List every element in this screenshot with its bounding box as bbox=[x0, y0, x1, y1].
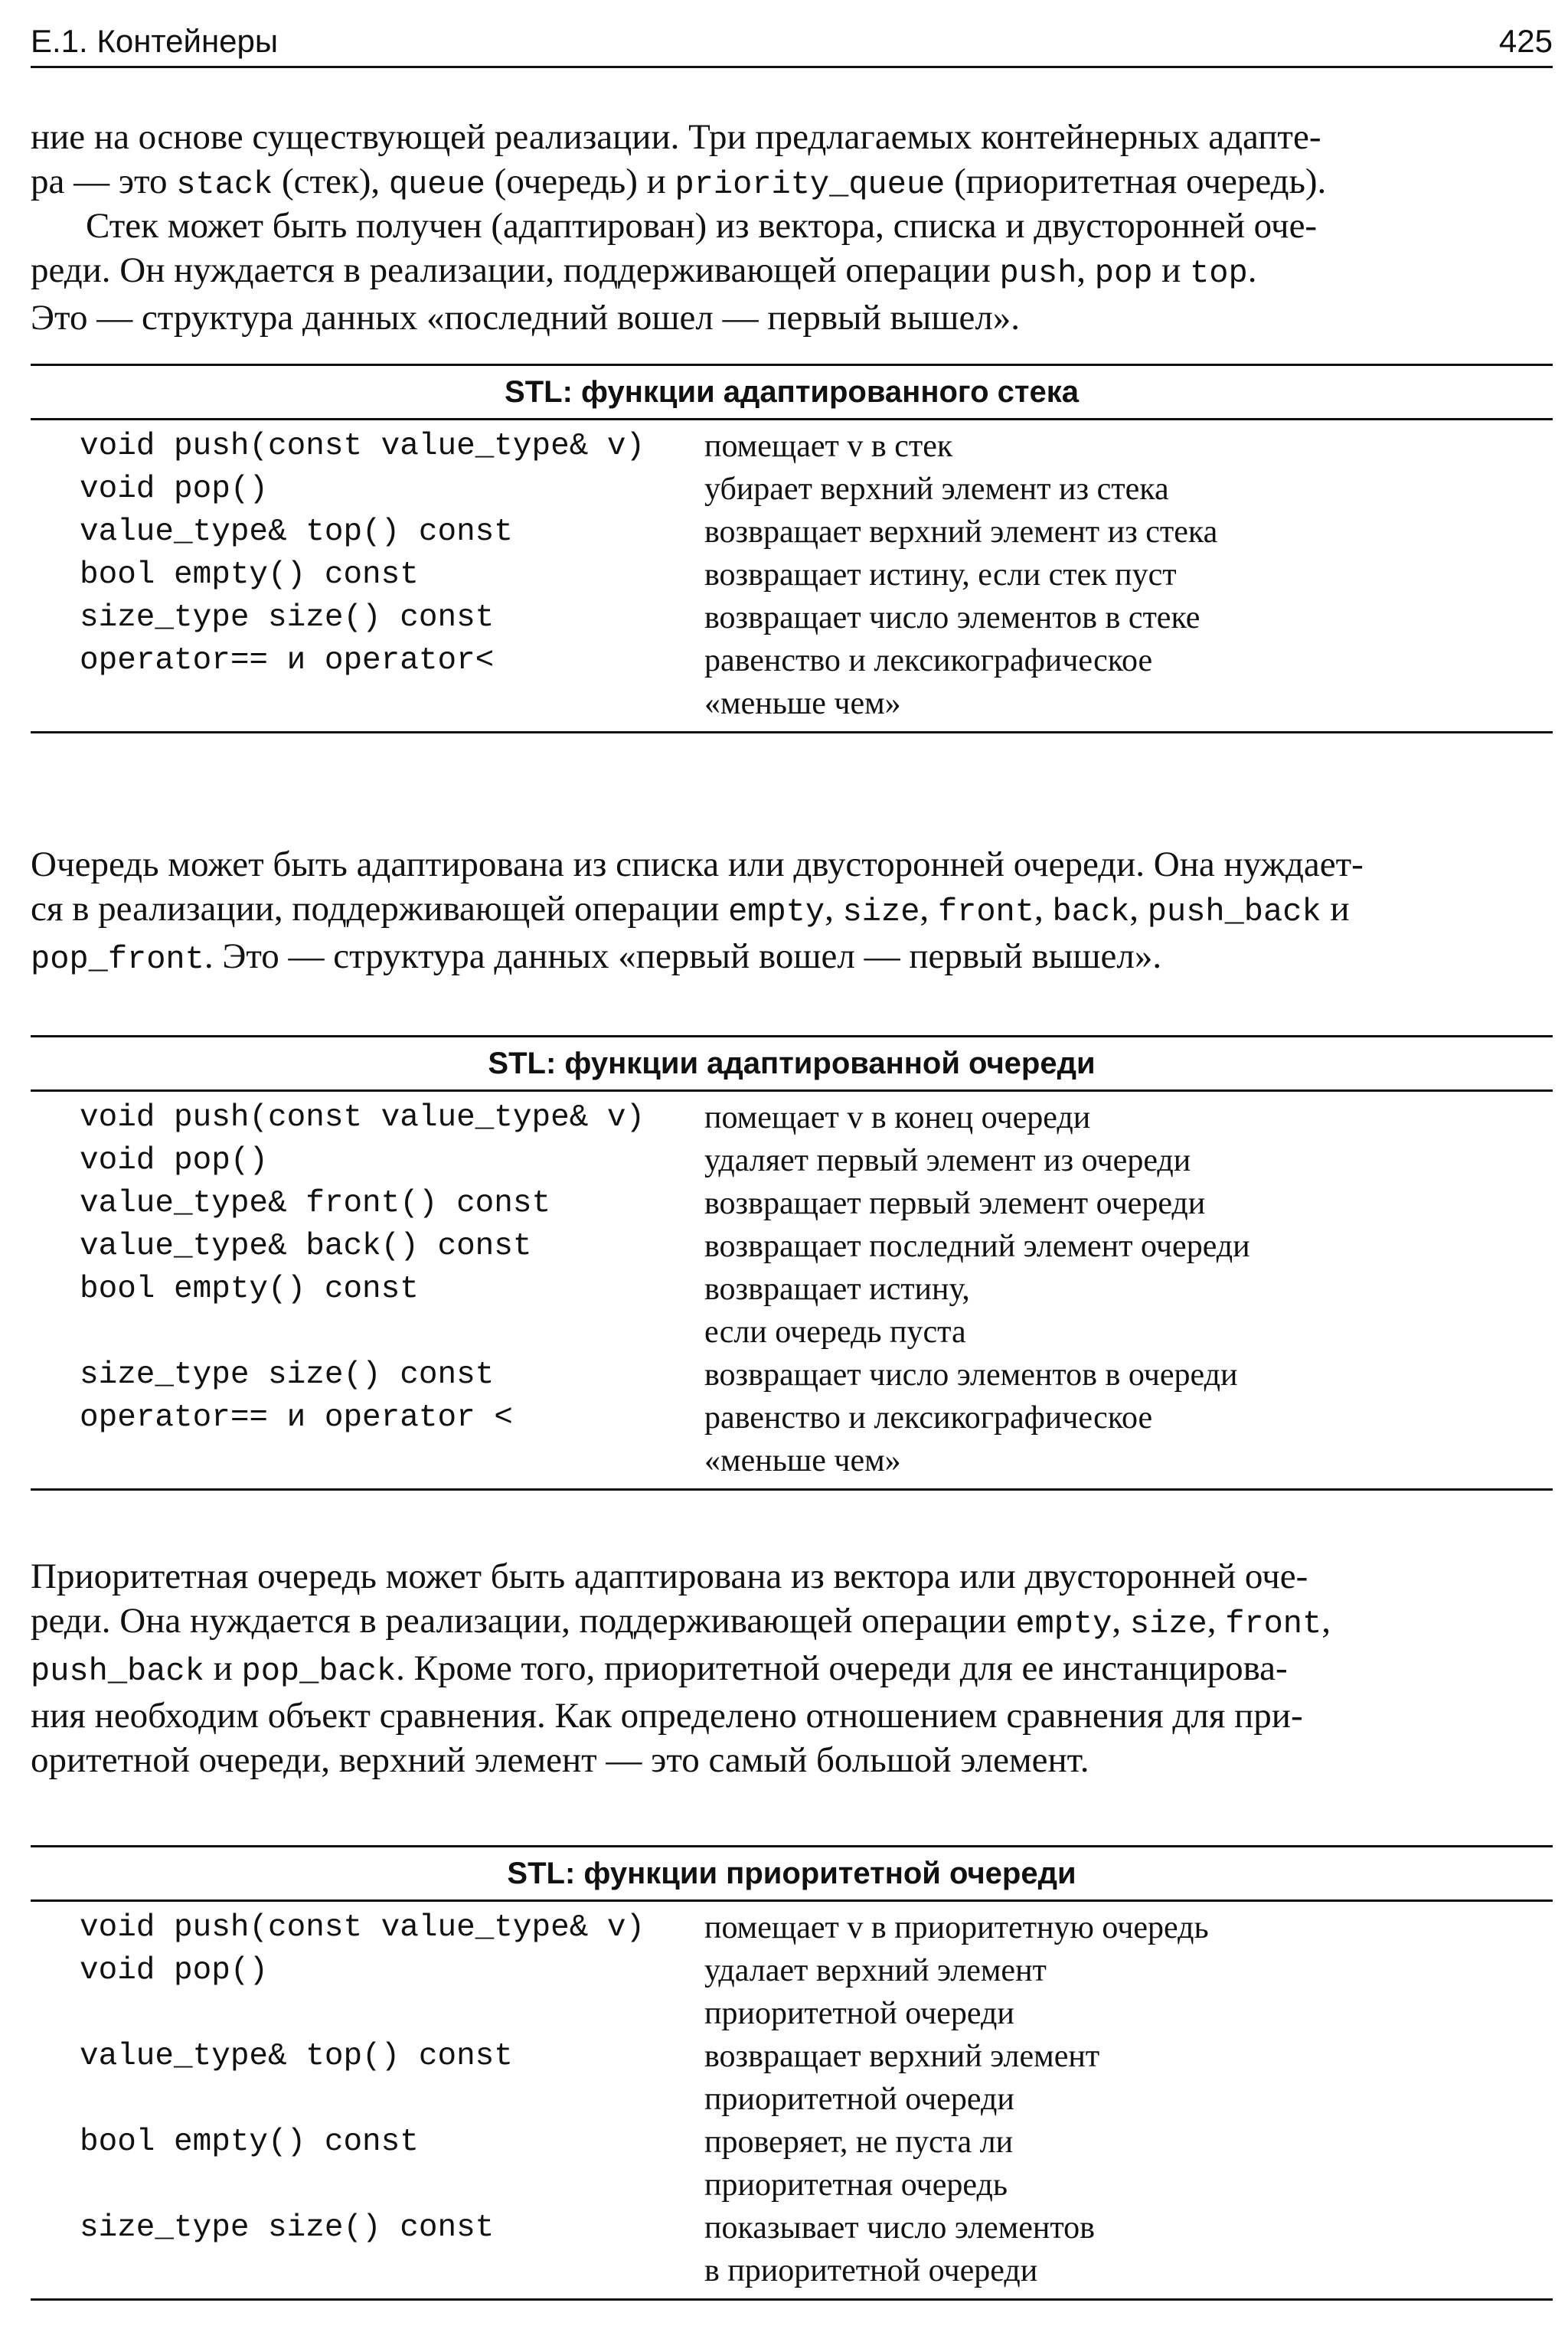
table-row bbox=[31, 2121, 1553, 2164]
text-run: ра — это bbox=[31, 162, 177, 201]
function-description: приоритетной очереди bbox=[704, 2082, 1014, 2117]
function-signature: void push(const value_type& v) bbox=[80, 1910, 645, 1945]
function-signature: size_type size() const bbox=[80, 1357, 495, 1393]
text-run: , bbox=[1321, 1601, 1331, 1641]
table-row bbox=[31, 1182, 1553, 1225]
function-description: возвращает число элементов в очереди bbox=[704, 1357, 1238, 1393]
text-run: и bbox=[204, 1648, 242, 1688]
code-empty: empty bbox=[1015, 1605, 1112, 1642]
table-row bbox=[31, 1396, 1553, 1439]
function-signature: void pop() bbox=[80, 1953, 269, 1988]
table-title: STL: функции адаптированной очереди bbox=[488, 1047, 1096, 1080]
table-body bbox=[31, 1092, 1553, 1488]
function-description: показывает число элементов bbox=[704, 2210, 1096, 2246]
text-run: реди. Он нуждается в реализации, поддерживающей операции bbox=[31, 250, 1000, 290]
text-run: , bbox=[1112, 1601, 1130, 1641]
function-description: убирает верхний элемент из стека bbox=[704, 472, 1169, 507]
function-signature: bool empty() const bbox=[80, 2125, 419, 2160]
divider bbox=[31, 1488, 1553, 1491]
text-run: и bbox=[1321, 889, 1350, 929]
table-row bbox=[31, 596, 1553, 639]
table-row bbox=[31, 554, 1553, 596]
table-row bbox=[31, 2207, 1553, 2249]
code-pop: pop bbox=[1094, 255, 1153, 292]
function-description: возвращает верхний элемент bbox=[704, 2039, 1100, 2074]
function-signature: value_type& top() const bbox=[80, 514, 513, 550]
function-signature: operator== и operator< bbox=[80, 643, 495, 678]
code-pop-front: pop_front bbox=[31, 941, 204, 978]
function-description: если очередь пуста bbox=[704, 1315, 966, 1350]
table-queue-functions bbox=[31, 1035, 1553, 1491]
table-body bbox=[31, 1902, 1553, 2298]
function-signature: bool empty() const bbox=[80, 1272, 419, 1307]
paragraph-priority-queue bbox=[31, 1554, 1553, 1782]
function-description: приоритетной очереди bbox=[704, 1996, 1014, 2031]
text-run: ся в реализации, поддерживающей операции bbox=[31, 889, 729, 929]
code-front: front bbox=[937, 893, 1034, 930]
text-run: . Кроме того, приоритетной очереди для ее инстанцирова- bbox=[396, 1648, 1288, 1688]
function-description: удалает верхний элемент bbox=[704, 1953, 1047, 1988]
table-row bbox=[31, 2078, 1553, 2121]
paragraph-stack bbox=[31, 204, 1553, 340]
text-line: оритетной очереди, верхний элемент — это самый большой элемент. bbox=[31, 1740, 1089, 1780]
code-size: size bbox=[1129, 1605, 1207, 1642]
code-push-back: push_back bbox=[1147, 893, 1321, 930]
table-row bbox=[31, 1225, 1553, 1268]
code-back: back bbox=[1052, 893, 1130, 930]
text-run: и bbox=[1152, 250, 1191, 290]
text-run: реди. Она нуждается в реализации, поддерживающей операции bbox=[31, 1601, 1016, 1641]
text-line: Очередь может быть адаптирована из списка или двусторонней очереди. Она нуждает- bbox=[31, 844, 1364, 884]
table-row bbox=[31, 1992, 1553, 2035]
running-head: Е.1. Контейнеры bbox=[31, 23, 279, 59]
table-stack-functions bbox=[31, 364, 1553, 733]
table-row bbox=[31, 639, 1553, 682]
table-row bbox=[31, 1354, 1553, 1396]
text-run: (стек), bbox=[273, 162, 389, 201]
code-front: front bbox=[1225, 1605, 1322, 1642]
paragraph-queue bbox=[31, 842, 1553, 982]
table-row bbox=[31, 1311, 1553, 1354]
function-description: в приоритетной очереди bbox=[704, 2253, 1038, 2288]
function-description: возвращает первый элемент очереди bbox=[704, 1186, 1206, 1221]
text-run: . bbox=[1247, 250, 1257, 290]
page-header bbox=[31, 23, 1553, 68]
function-description: приоритетная очередь bbox=[704, 2167, 1008, 2203]
table-priority-queue-functions bbox=[31, 1845, 1553, 2301]
text-run: , bbox=[920, 889, 938, 929]
code-push: push bbox=[999, 255, 1077, 292]
table-row bbox=[31, 425, 1553, 468]
function-description: возвращает последний элемент очереди bbox=[704, 1229, 1250, 1264]
table-row bbox=[31, 1906, 1553, 1949]
table-row bbox=[31, 2249, 1553, 2292]
text-line: ния необходим объект сравнения. Как определено отношением сравнения для при- bbox=[31, 1696, 1303, 1736]
code-priority-queue: priority_queue bbox=[675, 166, 946, 203]
function-description: помещает v в конец очереди bbox=[704, 1100, 1091, 1135]
function-signature: bool empty() const bbox=[80, 557, 419, 593]
function-description: помещает v в стек bbox=[704, 429, 953, 464]
text-run: , bbox=[825, 889, 843, 929]
table-row bbox=[31, 1949, 1553, 1992]
text-run: (приоритетная очередь). bbox=[945, 162, 1327, 201]
function-signature: value_type& back() const bbox=[80, 1229, 532, 1264]
page-number: 425 bbox=[1498, 23, 1553, 59]
function-signature: void push(const value_type& v) bbox=[80, 1100, 645, 1135]
function-signature: void pop() bbox=[80, 1143, 269, 1178]
function-description: возвращает истину, bbox=[704, 1272, 970, 1307]
text-run: , bbox=[1129, 889, 1148, 929]
function-description: возвращает число элементов в стеке bbox=[704, 600, 1200, 635]
function-description: «меньше чем» bbox=[704, 686, 901, 721]
table-row bbox=[31, 1139, 1553, 1182]
function-signature: value_type& top() const bbox=[80, 2039, 513, 2074]
function-description: возвращает верхний элемент из стека bbox=[704, 514, 1218, 550]
table-row bbox=[31, 1268, 1553, 1311]
text-line: Стек может быть получен (адаптирован) из вектора, списка и двусторонней оче- bbox=[86, 206, 1318, 246]
function-description: проверяет, не пуста ли bbox=[704, 2125, 1014, 2160]
function-signature: size_type size() const bbox=[80, 600, 495, 635]
table-row bbox=[31, 2035, 1553, 2078]
text-run: , bbox=[1034, 889, 1053, 929]
function-description: равенство и лексикографическое bbox=[704, 643, 1153, 678]
function-description: «меньше чем» bbox=[704, 1443, 901, 1478]
table-row bbox=[31, 682, 1553, 725]
divider bbox=[31, 2298, 1553, 2301]
table-row bbox=[31, 511, 1553, 554]
function-description: помещает v в приоритетную очередь bbox=[704, 1910, 1209, 1945]
table-body bbox=[31, 420, 1553, 731]
code-empty: empty bbox=[728, 893, 825, 930]
function-description: возвращает истину, если стек пуст bbox=[704, 557, 1177, 593]
code-stack: stack bbox=[176, 166, 273, 203]
paragraph-adapters bbox=[31, 115, 1553, 207]
text-run: . Это — структура данных «первый вошел — первый вышел». bbox=[204, 936, 1162, 976]
code-size: size bbox=[842, 893, 920, 930]
table-row bbox=[31, 1096, 1553, 1139]
code-queue: queue bbox=[388, 166, 485, 203]
function-description: удаляет первый элемент из очереди bbox=[704, 1143, 1191, 1178]
text-line: Это — структура данных «последний вошел — первый вышел». bbox=[31, 298, 1021, 338]
code-top: top bbox=[1190, 255, 1248, 292]
table-title: STL: функции приоритетной очереди bbox=[507, 1857, 1076, 1890]
function-signature: size_type size() const bbox=[80, 2210, 495, 2246]
code-push-back: push_back bbox=[31, 1653, 204, 1690]
text-run: , bbox=[1207, 1601, 1226, 1641]
function-signature: operator== и operator < bbox=[80, 1400, 513, 1436]
table-row bbox=[31, 468, 1553, 511]
text-line: ние на основе существующей реализации. Три предлагаемых контейнерных адапте- bbox=[31, 117, 1321, 157]
table-row bbox=[31, 1439, 1553, 1482]
function-signature: void pop() bbox=[80, 472, 269, 507]
code-pop-back: pop_back bbox=[241, 1653, 397, 1690]
divider bbox=[31, 731, 1553, 733]
function-signature: void push(const value_type& v) bbox=[80, 429, 645, 464]
table-title: STL: функции адаптированного стека bbox=[505, 375, 1079, 409]
table-row bbox=[31, 2164, 1553, 2207]
function-signature: value_type& front() const bbox=[80, 1186, 551, 1221]
function-description: равенство и лексикографическое bbox=[704, 1400, 1153, 1436]
text-run: , bbox=[1076, 250, 1095, 290]
text-line: Приоритетная очередь может быть адаптирована из вектора или двусторонней оче- bbox=[31, 1556, 1308, 1596]
text-run: (очередь) и bbox=[485, 162, 675, 201]
